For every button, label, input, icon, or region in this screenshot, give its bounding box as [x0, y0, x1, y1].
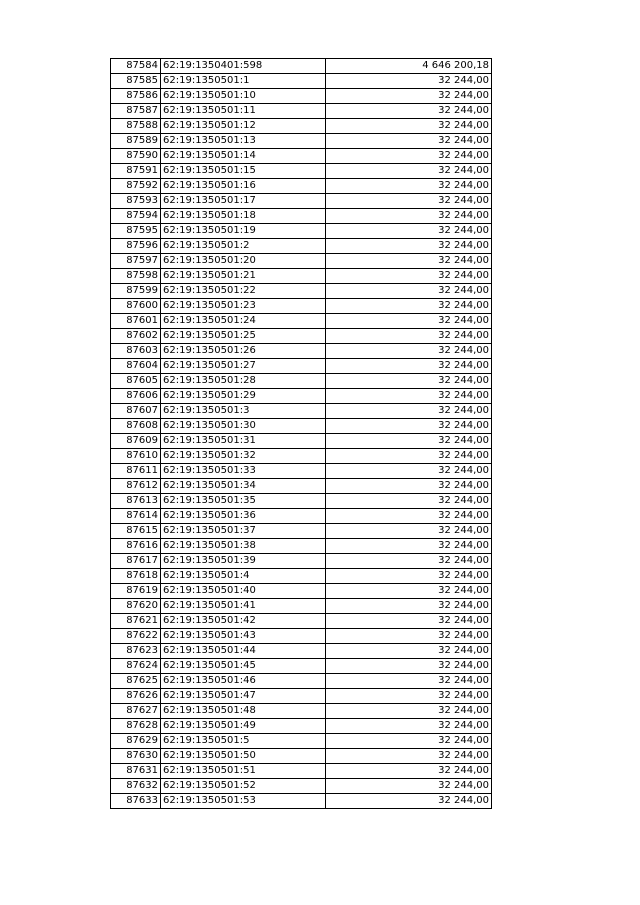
row-number-cell: 87626 — [111, 689, 161, 704]
cadastral-value-cell: 32 244,00 — [326, 314, 492, 329]
table-row — [111, 179, 492, 194]
table-row — [111, 149, 492, 164]
table-row — [111, 569, 492, 584]
cadastral-number-cell: 62:19:1350501:51 — [161, 764, 326, 779]
cadastral-value-cell: 32 244,00 — [326, 134, 492, 149]
table-row — [111, 704, 492, 719]
cadastral-value-cell: 32 244,00 — [326, 299, 492, 314]
row-number-cell: 87608 — [111, 419, 161, 434]
table-row — [111, 719, 492, 734]
row-number-cell: 87618 — [111, 569, 161, 584]
cadastral-number-cell: 62:19:1350401:598 — [161, 59, 326, 74]
table-row — [111, 599, 492, 614]
table-row — [111, 584, 492, 599]
cadastral-value-cell: 32 244,00 — [326, 269, 492, 284]
row-number-cell: 87604 — [111, 359, 161, 374]
table-row — [111, 404, 492, 419]
table-row — [111, 224, 492, 239]
row-number-cell: 87629 — [111, 734, 161, 749]
cadastral-value-cell: 32 244,00 — [326, 434, 492, 449]
table-row — [111, 269, 492, 284]
row-number-cell: 87603 — [111, 344, 161, 359]
cadastral-value-cell: 32 244,00 — [326, 539, 492, 554]
cadastral-value-cell: 32 244,00 — [326, 569, 492, 584]
cadastral-value-cell: 32 244,00 — [326, 479, 492, 494]
row-number-cell: 87606 — [111, 389, 161, 404]
cadastral-value-cell: 32 244,00 — [326, 719, 492, 734]
row-number-cell: 87600 — [111, 299, 161, 314]
cadastral-value-cell: 32 244,00 — [326, 674, 492, 689]
cadastral-value-cell: 32 244,00 — [326, 599, 492, 614]
table-row — [111, 509, 492, 524]
cadastral-value-cell: 32 244,00 — [326, 629, 492, 644]
row-number-cell: 87584 — [111, 59, 161, 74]
cadastral-value-cell: 32 244,00 — [326, 89, 492, 104]
table-row — [111, 239, 492, 254]
cadastral-number-cell: 62:19:1350501:39 — [161, 554, 326, 569]
cadastral-number-cell: 62:19:1350501:24 — [161, 314, 326, 329]
table-row — [111, 614, 492, 629]
cadastral-number-cell: 62:19:1350501:26 — [161, 344, 326, 359]
row-number-cell: 87599 — [111, 284, 161, 299]
cadastral-number-cell: 62:19:1350501:20 — [161, 254, 326, 269]
table-row — [111, 779, 492, 794]
cadastral-value-cell: 32 244,00 — [326, 779, 492, 794]
cadastral-value-cell: 32 244,00 — [326, 419, 492, 434]
cadastral-number-cell: 62:19:1350501:13 — [161, 134, 326, 149]
cadastral-value-cell: 32 244,00 — [326, 794, 492, 809]
cadastral-number-cell: 62:19:1350501:5 — [161, 734, 326, 749]
table-row — [111, 104, 492, 119]
table-row — [111, 539, 492, 554]
cadastral-number-cell: 62:19:1350501:34 — [161, 479, 326, 494]
table-row — [111, 299, 492, 314]
cadastral-value-cell: 32 244,00 — [326, 284, 492, 299]
table-row — [111, 59, 492, 74]
cadastral-number-cell: 62:19:1350501:16 — [161, 179, 326, 194]
cadastral-value-cell: 32 244,00 — [326, 449, 492, 464]
row-number-cell: 87611 — [111, 464, 161, 479]
cadastral-number-cell: 62:19:1350501:35 — [161, 494, 326, 509]
cadastral-number-cell: 62:19:1350501:17 — [161, 194, 326, 209]
cadastral-number-cell: 62:19:1350501:14 — [161, 149, 326, 164]
row-number-cell: 87616 — [111, 539, 161, 554]
cadastral-number-cell: 62:19:1350501:4 — [161, 569, 326, 584]
cadastral-number-cell: 62:19:1350501:22 — [161, 284, 326, 299]
table-row — [111, 674, 492, 689]
row-number-cell: 87596 — [111, 239, 161, 254]
cadastral-value-cell: 32 244,00 — [326, 74, 492, 89]
cadastral-number-cell: 62:19:1350501:50 — [161, 749, 326, 764]
row-number-cell: 87632 — [111, 779, 161, 794]
table-row — [111, 479, 492, 494]
cadastral-value-cell: 32 244,00 — [326, 254, 492, 269]
cadastral-value-cell: 32 244,00 — [326, 104, 492, 119]
row-number-cell: 87595 — [111, 224, 161, 239]
cadastral-value-cell: 32 244,00 — [326, 164, 492, 179]
cadastral-value-cell: 32 244,00 — [326, 464, 492, 479]
cadastral-value-cell: 32 244,00 — [326, 209, 492, 224]
cadastral-value-cell: 32 244,00 — [326, 689, 492, 704]
cadastral-number-cell: 62:19:1350501:32 — [161, 449, 326, 464]
cadastral-value-cell: 32 244,00 — [326, 704, 492, 719]
row-number-cell: 87620 — [111, 599, 161, 614]
cadastral-number-cell: 62:19:1350501:44 — [161, 644, 326, 659]
table-row — [111, 554, 492, 569]
cadastral-value-cell: 32 244,00 — [326, 344, 492, 359]
table-row — [111, 629, 492, 644]
table-row — [111, 89, 492, 104]
row-number-cell: 87597 — [111, 254, 161, 269]
cadastral-number-cell: 62:19:1350501:29 — [161, 389, 326, 404]
table-row — [111, 119, 492, 134]
table-row — [111, 254, 492, 269]
table-row — [111, 659, 492, 674]
cadastral-number-cell: 62:19:1350501:42 — [161, 614, 326, 629]
row-number-cell: 87592 — [111, 179, 161, 194]
table-row — [111, 764, 492, 779]
table-row — [111, 164, 492, 179]
table-row — [111, 359, 492, 374]
cadastral-value-cell: 4 646 200,18 — [326, 59, 492, 74]
row-number-cell: 87623 — [111, 644, 161, 659]
cadastral-value-cell: 32 244,00 — [326, 749, 492, 764]
row-number-cell: 87593 — [111, 194, 161, 209]
cadastral-value-cell: 32 244,00 — [326, 329, 492, 344]
cadastral-value-cell: 32 244,00 — [326, 554, 492, 569]
row-number-cell: 87601 — [111, 314, 161, 329]
row-number-cell: 87628 — [111, 719, 161, 734]
cadastral-value-cell: 32 244,00 — [326, 374, 492, 389]
cadastral-number-cell: 62:19:1350501:33 — [161, 464, 326, 479]
cadastral-value-cell: 32 244,00 — [326, 239, 492, 254]
row-number-cell: 87615 — [111, 524, 161, 539]
cadastral-number-cell: 62:19:1350501:1 — [161, 74, 326, 89]
row-number-cell: 87589 — [111, 134, 161, 149]
table-row — [111, 284, 492, 299]
table-row — [111, 524, 492, 539]
table-row — [111, 794, 492, 809]
cadastral-value-cell: 32 244,00 — [326, 644, 492, 659]
row-number-cell: 87607 — [111, 404, 161, 419]
row-number-cell: 87605 — [111, 374, 161, 389]
table-row — [111, 464, 492, 479]
table-row — [111, 209, 492, 224]
row-number-cell: 87585 — [111, 74, 161, 89]
cadastral-number-cell: 62:19:1350501:40 — [161, 584, 326, 599]
cadastral-value-cell: 32 244,00 — [326, 734, 492, 749]
cadastral-value-cell: 32 244,00 — [326, 494, 492, 509]
table-row — [111, 194, 492, 209]
cadastral-value-table — [110, 58, 492, 809]
row-number-cell: 87602 — [111, 329, 161, 344]
row-number-cell: 87609 — [111, 434, 161, 449]
row-number-cell: 87610 — [111, 449, 161, 464]
table-row — [111, 749, 492, 764]
table-row — [111, 449, 492, 464]
cadastral-number-cell: 62:19:1350501:12 — [161, 119, 326, 134]
row-number-cell: 87590 — [111, 149, 161, 164]
cadastral-number-cell: 62:19:1350501:11 — [161, 104, 326, 119]
row-number-cell: 87633 — [111, 794, 161, 809]
row-number-cell: 87588 — [111, 119, 161, 134]
row-number-cell: 87630 — [111, 749, 161, 764]
row-number-cell: 87587 — [111, 104, 161, 119]
cadastral-number-cell: 62:19:1350501:45 — [161, 659, 326, 674]
cadastral-number-cell: 62:19:1350501:27 — [161, 359, 326, 374]
cadastral-value-cell: 32 244,00 — [326, 359, 492, 374]
cadastral-number-cell: 62:19:1350501:36 — [161, 509, 326, 524]
table-row — [111, 734, 492, 749]
row-number-cell: 87622 — [111, 629, 161, 644]
cadastral-number-cell: 62:19:1350501:2 — [161, 239, 326, 254]
cadastral-number-cell: 62:19:1350501:52 — [161, 779, 326, 794]
table-row — [111, 329, 492, 344]
table-body — [111, 59, 492, 809]
cadastral-number-cell: 62:19:1350501:23 — [161, 299, 326, 314]
row-number-cell: 87631 — [111, 764, 161, 779]
cadastral-value-cell: 32 244,00 — [326, 224, 492, 239]
table-row — [111, 134, 492, 149]
cadastral-value-cell: 32 244,00 — [326, 404, 492, 419]
cadastral-number-cell: 62:19:1350501:15 — [161, 164, 326, 179]
table-row — [111, 494, 492, 509]
table-row — [111, 314, 492, 329]
cadastral-number-cell: 62:19:1350501:28 — [161, 374, 326, 389]
cadastral-value-cell: 32 244,00 — [326, 149, 492, 164]
row-number-cell: 87621 — [111, 614, 161, 629]
table-row — [111, 419, 492, 434]
cadastral-value-cell: 32 244,00 — [326, 194, 492, 209]
row-number-cell: 87594 — [111, 209, 161, 224]
row-number-cell: 87613 — [111, 494, 161, 509]
cadastral-number-cell: 62:19:1350501:3 — [161, 404, 326, 419]
cadastral-number-cell: 62:19:1350501:53 — [161, 794, 326, 809]
table-row — [111, 344, 492, 359]
table-row — [111, 74, 492, 89]
cadastral-number-cell: 62:19:1350501:38 — [161, 539, 326, 554]
cadastral-number-cell: 62:19:1350501:49 — [161, 719, 326, 734]
row-number-cell: 87624 — [111, 659, 161, 674]
cadastral-number-cell: 62:19:1350501:21 — [161, 269, 326, 284]
row-number-cell: 87627 — [111, 704, 161, 719]
cadastral-number-cell: 62:19:1350501:48 — [161, 704, 326, 719]
row-number-cell: 87598 — [111, 269, 161, 284]
cadastral-number-cell: 62:19:1350501:46 — [161, 674, 326, 689]
cadastral-number-cell: 62:19:1350501:18 — [161, 209, 326, 224]
cadastral-value-cell: 32 244,00 — [326, 764, 492, 779]
cadastral-value-cell: 32 244,00 — [326, 389, 492, 404]
cadastral-value-cell: 32 244,00 — [326, 584, 492, 599]
row-number-cell: 87612 — [111, 479, 161, 494]
row-number-cell: 87617 — [111, 554, 161, 569]
cadastral-value-cell: 32 244,00 — [326, 179, 492, 194]
table-row — [111, 434, 492, 449]
cadastral-value-cell: 32 244,00 — [326, 119, 492, 134]
cadastral-number-cell: 62:19:1350501:10 — [161, 89, 326, 104]
cadastral-number-cell: 62:19:1350501:41 — [161, 599, 326, 614]
cadastral-number-cell: 62:19:1350501:31 — [161, 434, 326, 449]
row-number-cell: 87619 — [111, 584, 161, 599]
cadastral-value-cell: 32 244,00 — [326, 524, 492, 539]
cadastral-number-cell: 62:19:1350501:47 — [161, 689, 326, 704]
row-number-cell: 87591 — [111, 164, 161, 179]
cadastral-value-cell: 32 244,00 — [326, 614, 492, 629]
row-number-cell: 87586 — [111, 89, 161, 104]
table-row — [111, 389, 492, 404]
table-row — [111, 689, 492, 704]
cadastral-number-cell: 62:19:1350501:43 — [161, 629, 326, 644]
cadastral-value-cell: 32 244,00 — [326, 659, 492, 674]
table-row — [111, 644, 492, 659]
cadastral-number-cell: 62:19:1350501:19 — [161, 224, 326, 239]
cadastral-value-cell: 32 244,00 — [326, 509, 492, 524]
row-number-cell: 87625 — [111, 674, 161, 689]
row-number-cell: 87614 — [111, 509, 161, 524]
table-row — [111, 374, 492, 389]
cadastral-number-cell: 62:19:1350501:25 — [161, 329, 326, 344]
cadastral-number-cell: 62:19:1350501:37 — [161, 524, 326, 539]
cadastral-number-cell: 62:19:1350501:30 — [161, 419, 326, 434]
